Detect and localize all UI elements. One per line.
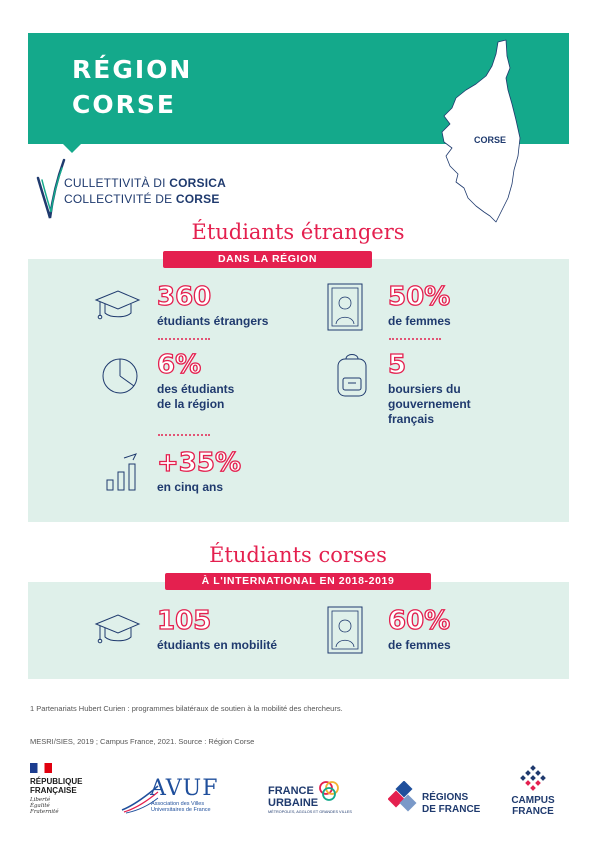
stat-scholars-label-line3: français [388,412,435,426]
stat-corse-women-label: de femmes [388,638,451,652]
region-title-line2: CORSE [72,90,176,119]
region-title [72,52,192,122]
republique-francaise-logo [30,777,82,795]
avuf-sub1: Association des Villes [151,801,205,807]
stat-growth-label: en cinq ans [157,480,224,494]
france-urbaine-sub: MÉTROPOLES, AGGLOS ET GRANDES VILLES [268,810,352,814]
stat-share-label-line1: des étudiants [157,382,235,396]
divider-dots [158,338,210,341]
stat-scholars-label-line2: gouvernement [388,397,471,411]
regions-de-france-line1: RÉGIONS [422,792,469,803]
section2-ribbon: À L'INTERNATIONAL EN 2018-2019 [165,573,431,590]
stat-foreign-women-value: 50% [388,282,451,312]
growth-bars-icon [104,452,142,492]
avuf-logo-sub [151,801,211,813]
stat-mobility-label: étudiants en mobilité [157,638,278,652]
source-line: MESRI/SIES, 2019 ; Campus France, 2021. Source : Région Corse [30,737,255,746]
collectivite-line1-prefix: CULLETTIVITÀ DI [64,176,170,190]
divider-dots [389,338,441,341]
france-urbaine-knot-icon [318,780,340,802]
france-urbaine-line1: FRANCE [268,785,314,797]
portrait-frame-icon [327,283,363,331]
corsica-map-icon [436,38,540,226]
collectivite-line1 [64,176,226,190]
region-title-line1: RÉGION [72,55,193,84]
portrait-frame-icon [327,606,363,654]
collectivite-line2 [64,192,220,206]
backpack-icon [334,352,370,398]
collectivite-line1-name: CORSICA [169,176,226,190]
divider-dots [158,434,210,437]
stat-scholars-label-line1: boursiers du [388,382,461,396]
regions-de-france-icon [388,781,420,813]
stat-share-value: 6% [157,350,202,380]
stat-scholars-label [388,382,471,427]
republique-line2: FRANÇAISE [30,786,77,795]
republique-motto2: Égalité [30,803,50,809]
avuf-sub2: Universitaires de France [151,807,211,813]
avuf-logo-name: AVUF [150,776,219,801]
graduation-cap-icon [92,610,142,648]
collectivite-line2-prefix: COLLECTIVITÉ DE [64,192,176,206]
republique-motto1: Liberté [30,797,51,803]
map-label: CORSE [474,135,507,145]
republique-motto [30,797,59,815]
collectivite-logo-mark-icon [36,158,66,222]
graduation-cap-icon [92,286,142,324]
stat-scholars-value: 5 [388,350,407,380]
stat-foreign-students-value: 360 [157,282,212,312]
republique-flag-icon [30,763,52,773]
stat-corse-women-value: 60% [388,606,451,636]
stat-foreign-women-label: de femmes [388,314,451,328]
regions-de-france-logo [422,792,480,816]
footnote: 1 Partenariats Hubert Curien : programmes bilatéraux de soutien à la mobilité des chercheurs. [30,704,343,713]
republique-line1: RÉPUBLIQUE [30,777,83,786]
france-urbaine-line2: URBAINE [268,797,319,809]
pie-chart-icon [100,356,140,396]
republique-motto3: Fraternité [30,809,59,815]
section1-title: Étudiants étrangers [191,220,405,244]
collectivite-line2-name: CORSE [175,192,220,206]
stat-mobility-value: 105 [157,606,212,636]
header-notch [62,143,82,153]
stat-share-label-line2: de la région [157,397,225,411]
stat-growth-value: +35% [157,448,242,478]
regions-de-france-line2: DE FRANCE [422,804,481,815]
campus-france-line1: CAMPUS [511,795,555,806]
stat-share-label [157,382,234,412]
campus-france-logo [508,795,558,817]
campus-france-diamond-icon [516,765,550,793]
section2-title: Étudiants corses [209,543,387,567]
france-urbaine-logo [268,785,318,809]
campus-france-line2: FRANCE [512,806,554,817]
stat-foreign-students-label: étudiants étrangers [157,314,269,328]
section1-ribbon: DANS LA RÉGION [163,251,372,268]
